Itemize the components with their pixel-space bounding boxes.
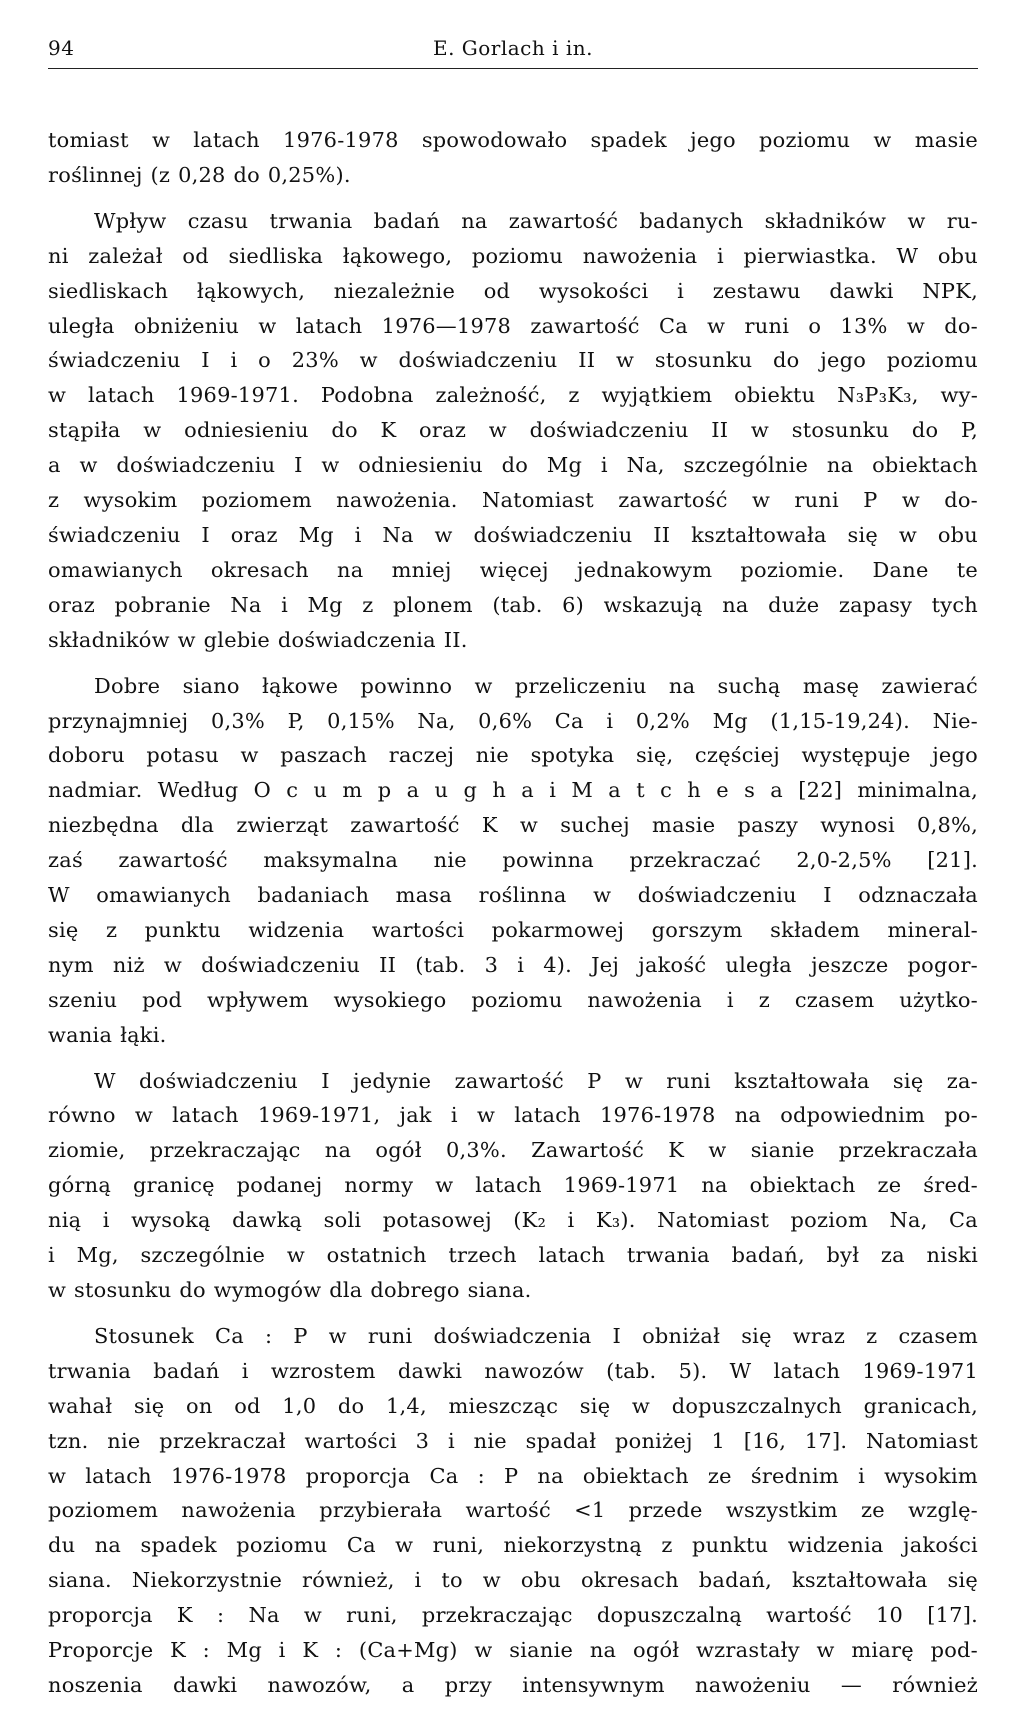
text-line: Proporcje K : Mg i K : (Ca+Mg) w sianie na ogół wzrastały w miarę pod-	[48, 1638, 978, 1663]
text-line: niezbędna dla zwierząt zawartość K w suchej masie paszy wynosi 0,8%,	[48, 813, 978, 838]
page-number: 94	[48, 36, 75, 60]
article-body	[48, 123, 978, 1703]
text-line: nym niż w doświadczeniu II (tab. 3 i 4). Jej jakość uległa jeszcze pogor-	[48, 952, 978, 977]
text-line: tzn. nie przekraczał wartości 3 i nie spadał poniżej 1 [16, 17]. Natomiast	[48, 1428, 978, 1453]
text-line: składników w glebie doświadczenia II.	[48, 627, 468, 652]
text-line: proporcja K : Na w runi, przekraczając dopuszczalną wartość 10 [17].	[48, 1603, 978, 1628]
text-line: w latach 1976-1978 proporcja Ca : P na obiektach ze średnim i wysokim	[48, 1463, 978, 1488]
text-line: wania łąki.	[48, 1022, 167, 1047]
paragraph	[48, 1319, 978, 1703]
text-line: siana. Niekorzystnie również, i to w obu okresach badań, kształtowała się	[48, 1568, 978, 1593]
text-line: ni zależał od siedliska łąkowego, poziomu nawożenia i pierwiastka. W obu	[48, 243, 978, 268]
page	[48, 30, 978, 1714]
text-line: ziomie, przekraczając na ogół 0,3%. Zawartość K w sianie przekraczała	[48, 1138, 978, 1163]
text-line: i Mg, szczególnie w ostatnich trzech latach trwania badań, był za niski	[48, 1243, 978, 1268]
text-line: poziomem nawożenia przybierała wartość <1 przede wszystkim ze wzglę-	[48, 1498, 978, 1523]
running-header	[48, 30, 978, 69]
text-line: wahał się on od 1,0 do 1,4, mieszcząc się w dopuszczalnych granicach,	[48, 1393, 978, 1418]
text-line: tomiast w latach 1976-1978 spowodowało spadek jego poziomu w masie	[48, 128, 978, 152]
text-line: Dobre siano łąkowe powinno w przeliczeniu na suchą masę zawierać	[94, 673, 978, 698]
text-line: uległa obniżeniu w latach 1976—1978 zawartość Ca w runi o 13% w do-	[48, 313, 978, 338]
text-line: nadmiar. Według O c u m p a u g h a i M a t c h e s a [22] minimalna,	[48, 778, 978, 803]
text-line: w stosunku do wymogów dla dobrego siana.	[48, 1278, 532, 1302]
text-line: Stosunek Ca : P w runi doświadczenia I obniżał się wraz z czasem	[94, 1323, 978, 1348]
paragraph	[48, 204, 978, 658]
text-line: Wpływ czasu trwania badań na zawartość badanych składników w ru-	[94, 208, 978, 233]
text-line: się z punktu widzenia wartości pokarmowej gorszym składem mineral-	[48, 917, 978, 942]
text-line: roślinnej (z 0,28 do 0,25%).	[48, 162, 351, 187]
text-line: równo w latach 1969-1971, jak i w latach 1976-1978 na odpowiednim po-	[48, 1103, 978, 1128]
text-line: W doświadczeniu I jedynie zawartość P w runi kształtowała się za-	[94, 1068, 978, 1093]
text-line: przynajmniej 0,3% P, 0,15% Na, 0,6% Ca i 0,2% Mg (1,15-19,24). Nie-	[48, 708, 978, 733]
text-line: W omawianych badaniach masa roślinna w doświadczeniu I odznaczała	[48, 883, 978, 908]
text-line: trwania badań i wzrostem dawki nawozów (tab. 5). W latach 1969-1971	[48, 1358, 978, 1383]
text-line: du na spadek poziomu Ca w runi, niekorzystną z punktu widzenia jakości	[48, 1533, 978, 1558]
text-line: górną granicę podanej normy w latach 1969-1971 na obiektach ze śred-	[48, 1173, 978, 1198]
text-line: świadczeniu I i o 23% w doświadczeniu II w stosunku do jego poziomu	[48, 348, 978, 373]
text-line: zaś zawartość maksymalna nie powinna przekraczać 2,0-2,5% [21].	[48, 848, 978, 873]
text-line: omawianych okresach na mniej więcej jednakowym poziomie. Dane te	[48, 557, 978, 582]
text-line: siedliskach łąkowych, niezależnie od wysokości i zestawu dawki NPK,	[48, 278, 978, 303]
text-line: doboru potasu w paszach raczej nie spotyka się, częściej występuje jego	[48, 743, 978, 768]
text-line: w latach 1969-1971. Podobna zależność, z wyjątkiem obiektu N₃P₃K₃, wy-	[48, 383, 978, 408]
paragraph	[48, 123, 978, 193]
text-line: z wysokim poziomem nawożenia. Natomiast zawartość w runi P w do-	[48, 488, 978, 513]
text-line: oraz pobranie Na i Mg z plonem (tab. 6) wskazują na duże zapasy tych	[48, 592, 978, 617]
paragraph	[48, 1064, 978, 1308]
running-title: E. Gorlach i in.	[432, 36, 594, 60]
text-line: świadczeniu I oraz Mg i Na w doświadczeniu II kształtowała się w obu	[48, 522, 978, 547]
paragraph	[48, 669, 978, 1053]
text-line: a w doświadczeniu I w odniesieniu do Mg i Na, szczególnie na obiektach	[48, 453, 978, 478]
text-line: nią i wysoką dawką soli potasowej (K₂ i K₃). Natomiast poziom Na, Ca	[48, 1208, 978, 1233]
text-line: stąpiła w odniesieniu do K oraz w doświadczeniu II w stosunku do P,	[48, 418, 978, 443]
text-line: szeniu pod wpływem wysokiego poziomu nawożenia i z czasem użytko-	[48, 987, 978, 1012]
text-line: noszenia dawki nawozów, a przy intensywnym nawożeniu — również	[48, 1672, 978, 1697]
